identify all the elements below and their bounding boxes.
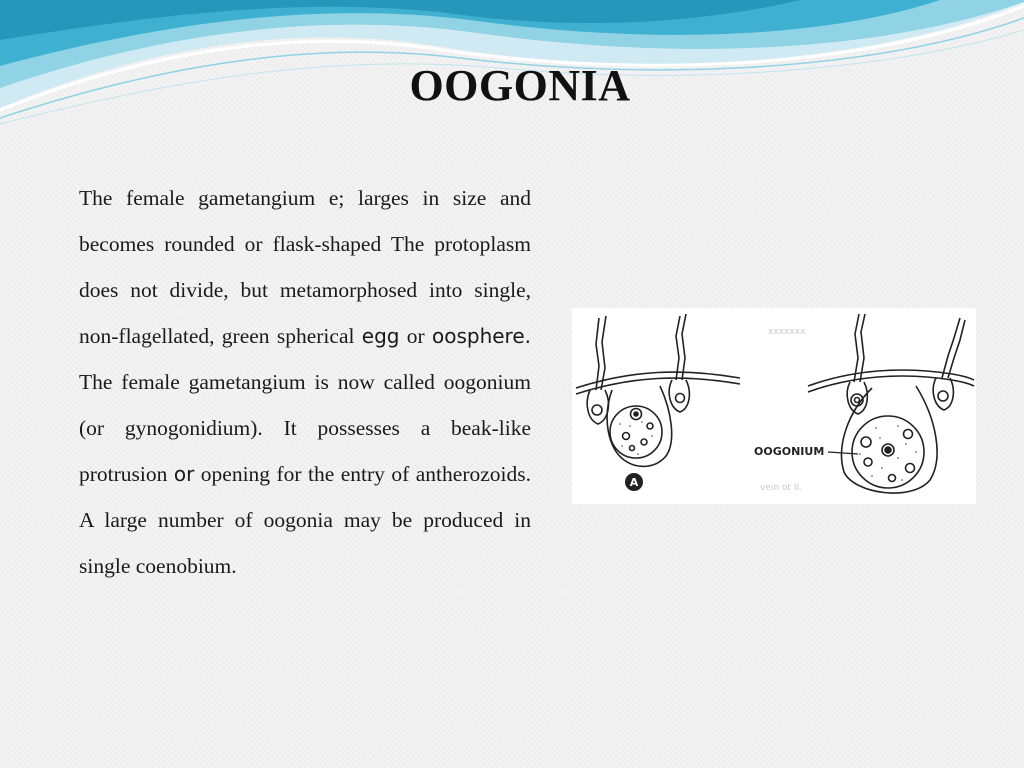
word-or: or: [173, 462, 195, 486]
paragraph-text-part1: The female gametangium e; larges in size and becomes rounded or flask-shaped The protoplasm does not divide, but metamorphosed into single, non-flagellated, green spherical: [79, 186, 531, 348]
faded-scan-text: vein ot II.: [760, 483, 802, 493]
label-a: A: [629, 476, 639, 489]
paragraph-text-part2: or: [399, 324, 432, 348]
oogonium-diagram: [572, 308, 976, 504]
oogonium-illustration: [572, 308, 976, 504]
term-egg: egg: [361, 324, 400, 348]
body-paragraph: [79, 175, 531, 589]
paragraph-text-part3: The female gametangium is now called oogonium (or gynogonidium). It possesses a beak-like protrusion: [79, 370, 531, 486]
oogonium-label: OOGONIUM: [754, 445, 825, 458]
term-oosphere: oosphere.: [431, 324, 531, 348]
faded-scan-text: xxxxxxx: [768, 327, 806, 337]
slide-title: OOGONIA: [409, 61, 631, 110]
paragraph-text-part4: opening for the entry of antherozoids. A large number of oogonia may be produced in single coenobium.: [79, 462, 531, 578]
